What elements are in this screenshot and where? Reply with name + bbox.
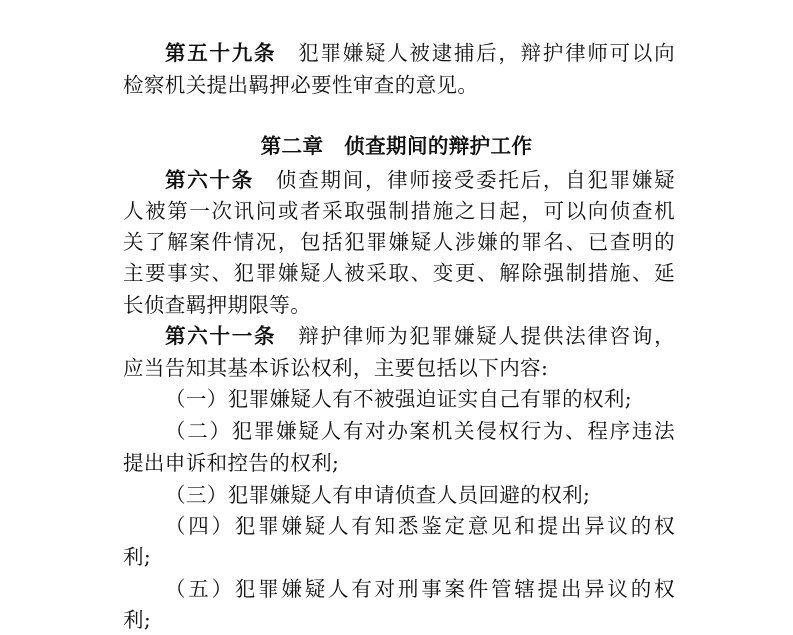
article-60-line-3: 关了解案件情况，包括犯罪嫌疑人涉嫌的罪名、已查明的 [123,230,675,254]
article-60-line-2: 人被第一次讯问或者采取强制措施之日起，可以向侦查机 [123,199,675,223]
article-60-line-5: 长侦查羁押期限等。 [123,293,312,317]
article-59-line-2: 检察机关提出羁押必要性审查的意见。 [123,73,479,97]
article-61-item-1: （一）犯罪嫌疑人有不被强迫证实自己有罪的权利; [165,387,633,411]
article-61-item-2-line-2: 提出申诉和控告的权利; [123,451,340,475]
article-61-item-5-line-1: （五）犯罪嫌疑人有对刑事案件管辖提出异议的权 [165,577,675,601]
article-60-heading: 第六十条 [165,168,254,192]
article-60-line-1 [123,165,675,195]
article-61-item-4-line-2: 利; [123,545,152,569]
article-61-item-2-line-1: （二）犯罪嫌疑人有对办案机关侵权行为、程序违法 [165,419,675,443]
article-61-item-4-line-1: （四）犯罪嫌疑人有知悉鉴定意见和提出异议的权 [165,514,675,538]
article-60-text-1: 侦查期间，律师接受委托后，自犯罪嫌疑 [275,168,675,192]
article-59-heading: 第五十九条 [165,41,277,65]
article-61-heading: 第六十一条 [165,324,277,348]
article-60-line-4: 主要事实、犯罪嫌疑人被采取、变更、解除强制措施、延 [123,261,675,285]
chapter-title: 第二章 侦查期间的辩护工作 [260,134,533,158]
article-61-item-5-line-2: 利; [123,608,152,632]
article-59-line-1 [123,38,675,68]
article-59-text-1: 犯罪嫌疑人被逮捕后，辩护律师可以向 [298,41,675,65]
article-61-item-3: （三）犯罪嫌疑人有申请侦查人员回避的权利; [165,483,591,507]
article-61-text-1: 辩护律师为犯罪嫌疑人提供法律咨询， [298,324,675,348]
article-61-line-2: 应当告知其基本诉讼权利，主要包括以下内容: [123,356,549,380]
article-61-line-1 [123,321,675,351]
